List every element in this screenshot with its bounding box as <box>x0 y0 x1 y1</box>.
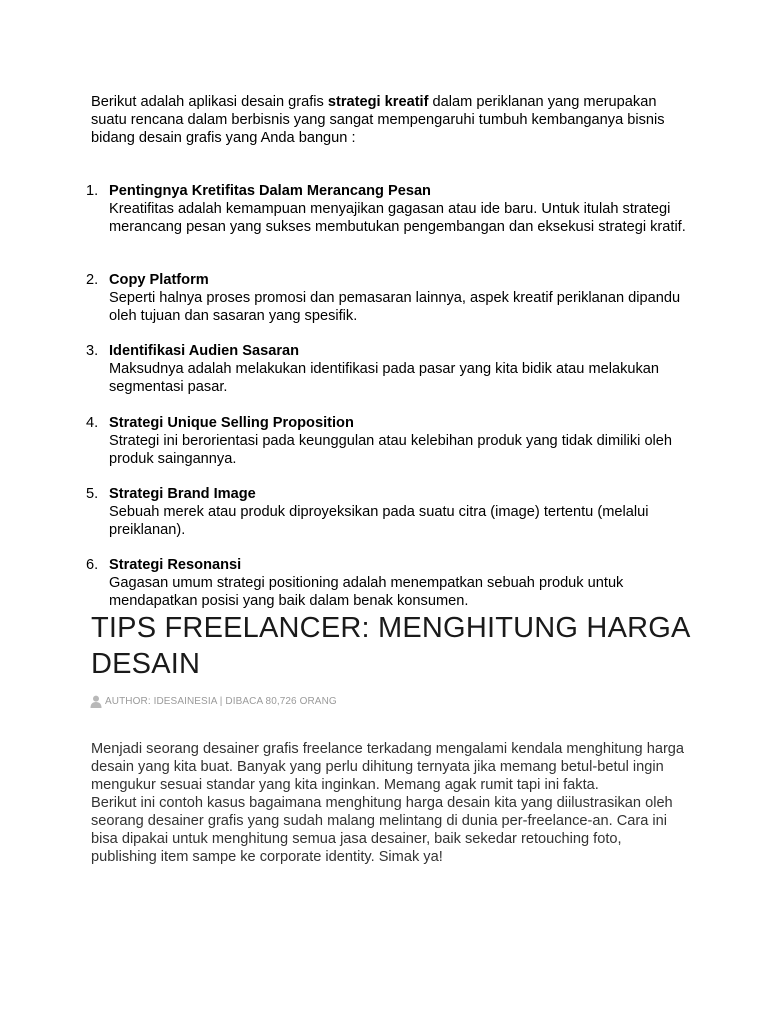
article-paragraph: Berikut ini contoh kasus bagaimana menghitung harga desain kita yang diilustrasikan oleh seorang desainer grafis yang sudah malang melintang di dunia per-freelance-an. Cara ini bisa dipakai untuk menghitung semua jasa desainer, baik sekedar retouching foto, publishing item sampe ke corporate identity. Simak ya! <box>91 795 673 865</box>
list-item-number: 2. <box>86 272 99 288</box>
article-paragraph: Menjadi seorang desainer grafis freelance terkadang mengalami kendala menghitung harga desain yang kita buat. Banyak yang perlu dihitung ternyata jika memang betul-betul ingin mengukur sesuai standar yang kita inginkan. Memang agak rumit tapi ini fakta. <box>91 741 685 793</box>
article-title: TIPS FREELANCER: MENGHITUNG HARGA DESAIN <box>91 612 689 680</box>
article-meta <box>90 693 337 709</box>
list-item <box>86 182 686 236</box>
list-item-title: Strategi Brand Image <box>109 486 256 502</box>
list-item <box>86 485 686 539</box>
list-item-title: Strategi Resonansi <box>109 557 242 573</box>
list-item-description: Strategi ini berorientasi pada keunggulan atau kelebihan produk yang tidak dimiliki oleh produk saingannya. <box>109 433 673 467</box>
article-body <box>91 740 691 866</box>
list-item <box>86 556 686 610</box>
list-item-title: Copy Platform <box>109 272 209 288</box>
list-item <box>86 342 686 396</box>
intro-text-after: dalam periklanan yang merupakan suatu rencana dalam berbisnis yang sangat mempengaruhi tumbuh kembanganya bisnis bidang desain grafis yang Anda bangun : <box>91 94 665 146</box>
list-item-title: Pentingnya Kretifitas Dalam Merancang Pesan <box>109 183 431 199</box>
intro-text-bold: strategi kreatif <box>327 94 429 110</box>
list-item <box>86 414 686 468</box>
list-item-number: 1. <box>86 183 99 199</box>
article-meta-text: AUTHOR: IDESAINESIA | DIBACA 80,726 ORANG <box>105 695 337 707</box>
list-item-description: Maksudnya adalah melakukan identifikasi pada pasar yang kita bidik atau melakukan segmentasi pasar. <box>109 361 660 395</box>
list-item-description: Gagasan umum strategi positioning adalah menempatkan sebuah produk untuk mendapatkan posisi yang baik dalam benak konsumen. <box>109 575 624 609</box>
intro-text-before: Berikut adalah aplikasi desain grafis <box>91 94 328 110</box>
list-item-number: 3. <box>86 343 99 359</box>
list-item-number: 6. <box>86 557 99 573</box>
list-item-title: Identifikasi Audien Sasaran <box>109 343 300 359</box>
list-item-title: Strategi Unique Selling Proposition <box>109 415 354 431</box>
list-item-number: 5. <box>86 486 99 502</box>
intro-paragraph <box>91 93 691 147</box>
list-item-description: Kreatifitas adalah kemampuan menyajikan gagasan atau ide baru. Untuk itulah strategi merancang pesan yang sukses membutukan pengembangan dan eksekusi strategi kratif. <box>109 201 686 235</box>
list-item-description: Sebuah merek atau produk diproyeksikan pada suatu citra (image) tertentu (melalui preiklanan). <box>109 504 649 538</box>
list-item-description: Seperti halnya proses promosi dan pemasaran lainnya, aspek kreatif periklanan dipandu oleh tujuan dan sasaran yang spesifik. <box>109 290 681 324</box>
user-icon <box>90 695 102 708</box>
list-item-number: 4. <box>86 415 99 431</box>
list-item <box>86 271 686 325</box>
